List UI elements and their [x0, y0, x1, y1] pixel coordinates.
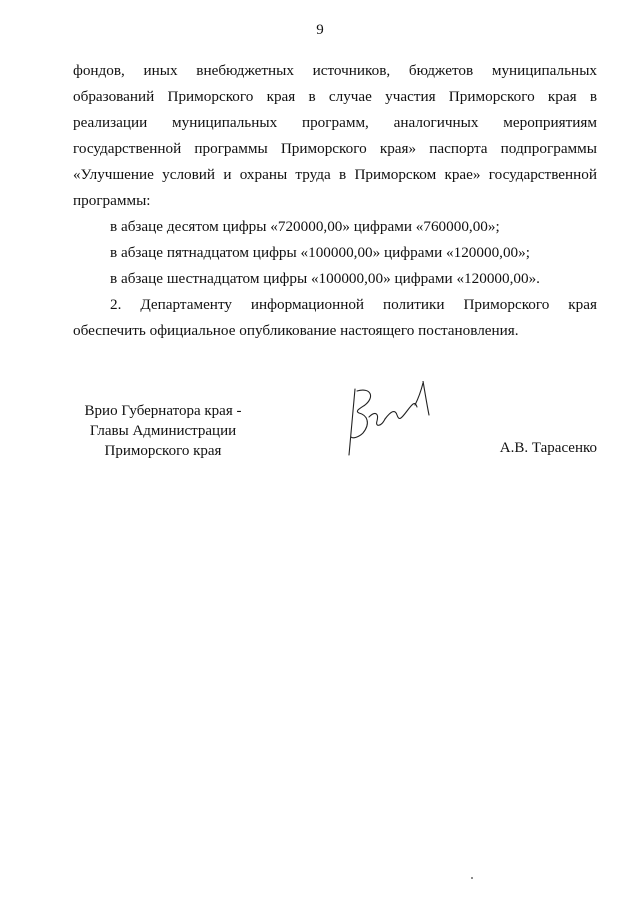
position-line-1: Врио Губернатора края - — [84, 403, 242, 419]
paragraph-funding-sources: фондов, иных внебюджетных источников, бюджетов муниципальных образований Приморского края в случае участия Приморского края в реализации муниципальных программ, аналогичных мероприятиям государственной программы Приморского края» паспорта подпрограммы «Улучшение условий и охраны труда в Приморском крае» государственной программы: — [73, 62, 597, 209]
signatory-position — [73, 401, 253, 461]
position-line-3: Приморского края — [104, 443, 222, 459]
handwritten-signature — [341, 381, 441, 461]
paragraph-amendment-16: в абзаце шестнадцатом цифры «100000,00» цифрами «120000,00». — [110, 270, 540, 287]
document-body — [73, 58, 597, 344]
page-number: 9 — [316, 22, 324, 38]
paragraph-amendment-15: в абзаце пятнадцатом цифры «100000,00» цифрами «120000,00»; — [110, 244, 530, 261]
paragraph-amendment-10: в абзаце десятом цифры «720000,00» цифрами «760000,00»; — [110, 218, 500, 235]
position-line-2: Главы Администрации — [89, 423, 237, 439]
signatory-name: А.В. Тарасенко — [499, 440, 597, 456]
paragraph-publication-order: 2. Департаменту информационной политики Приморского края обеспечить официальное опубликование настоящего постановления. — [73, 296, 597, 339]
scan-speck — [471, 877, 473, 879]
signature-block — [73, 401, 597, 461]
